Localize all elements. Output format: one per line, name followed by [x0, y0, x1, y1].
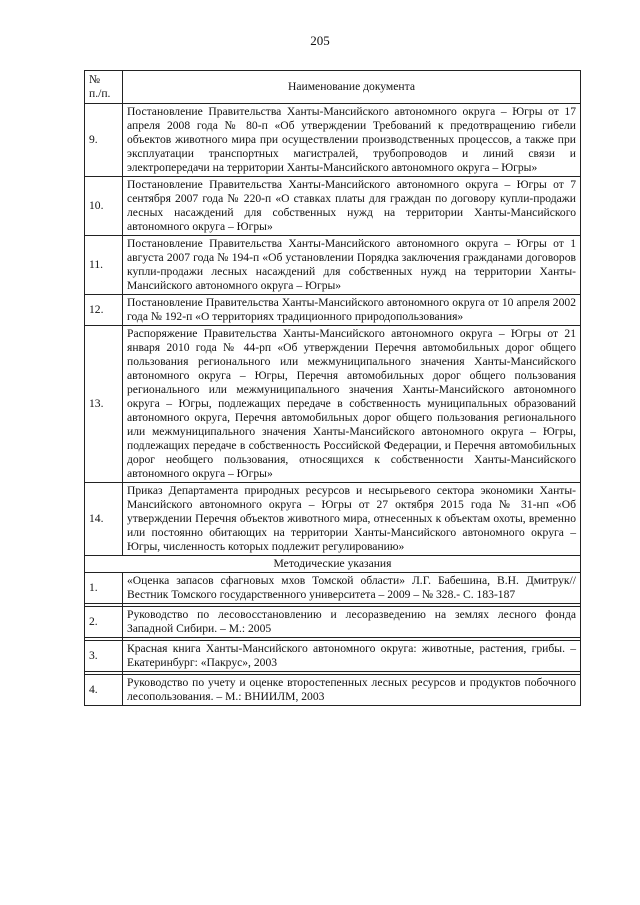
- table-row: [85, 607, 581, 638]
- row-text: Постановление Правительства Ханты-Мансийского автономного округа – Югры от 1 августа 2007 года № 194-п «Об установлении Порядка заключения гражданами договоров купли-продажи лесных насаждений для собственных нужд на территории Ханты-Мансийского автономного округа – Югры»: [123, 236, 581, 295]
- header-name: Наименование документа: [123, 71, 581, 104]
- table-row: [85, 177, 581, 236]
- row-text: Распоряжение Правительства Ханты-Мансийского автономного округа – Югры от 21 января 2010 года № 44-рп «Об утверждении Перечня автомобильных дорог общего пользования регионального или межмуниципального значения Ханты-Мансийского автономного округа – Югры, Перечня автомобильных дорог общего пользования регионального или межмуниципального значения Ханты-Мансийского автономного округа – Югры, подлежащих передаче в собственность муниципальных образований автономного округа, Перечня автомобильных дорог общего пользования регионального или межмуниципального значения Ханты-Мансийского автономного округа – Югры, подлежащих передаче в собственность Российской Федерации, и Перечня автомобильных дорог необщего пользования, относящихся к собственности Ханты-Мансийского автономного округа – Югры»: [123, 326, 581, 483]
- section-row: [85, 556, 581, 573]
- row-number: 14.: [85, 483, 123, 556]
- table-row: [85, 236, 581, 295]
- header-num: № п./п.: [85, 71, 123, 104]
- row-text: Руководство по учету и оценке второстепенных лесных ресурсов и продуктов побочного лесопользования. – М.: ВНИИЛМ, 2003: [123, 675, 581, 706]
- table-row: [85, 573, 581, 604]
- row-number: 2.: [85, 607, 123, 638]
- table-row: [85, 104, 581, 177]
- page-number: 205: [310, 33, 330, 48]
- row-text: Постановление Правительства Ханты-Мансийского автономного округа – Югры от 7 сентября 2007 года № 220-п «О ставках платы для граждан по договору купли-продажи лесных насаждений для собственных нужд на территории Ханты-Мансийского автономного округа – Югры»: [123, 177, 581, 236]
- row-number: 3.: [85, 641, 123, 672]
- row-text: Руководство по лесовосстановлению и лесоразведению на землях лесного фонда Западной Сибири. – М.: 2005: [123, 607, 581, 638]
- row-number: 10.: [85, 177, 123, 236]
- row-number: 9.: [85, 104, 123, 177]
- table-header-row: [85, 71, 581, 104]
- row-text: «Оценка запасов сфагновых мхов Томской области» Л.Г. Бабешина, В.Н. Дмитрук// Вестник Томского государственного университета – 2009 – № 328.- С. 183-187: [123, 573, 581, 604]
- row-text: Красная книга Ханты-Мансийского автономного округа: животные, растения, грибы. – Екатеринбург: «Пакрус», 2003: [123, 641, 581, 672]
- table-row: [85, 483, 581, 556]
- row-text: Приказ Департамента природных ресурсов и несырьевого сектора экономики Ханты-Мансийского автономного округа – Югры от 27 октября 2015 года № 31-нп «Об утверждении Перечня объектов животного мира, отнесенных к объектам охоты, временно или постоянно обитающих на территории Ханты-Мансийского автономного округа – Югры, численность которых подлежит регулированию»: [123, 483, 581, 556]
- row-number: 12.: [85, 295, 123, 326]
- table-row: [85, 326, 581, 483]
- row-text: Постановление Правительства Ханты-Мансийского автономного округа – Югры от 17 апреля 2008 года № 80-п «Об утверждении Требований к предотвращению гибели объектов животного мира при осуществлении производственных процессов, а также при эксплуатации транспортных магистралей, трубопроводов и линий связи и электропередачи на территории Ханты-Мансийского автономного округа – Югры»: [123, 104, 581, 177]
- row-number: 13.: [85, 326, 123, 483]
- table-row: [85, 675, 581, 706]
- table-row: [85, 295, 581, 326]
- documents-table: [84, 70, 581, 706]
- row-text: Постановление Правительства Ханты-Мансийского автономного округа от 10 апреля 2002 года № 192-п «О территориях традиционного природопользования»: [123, 295, 581, 326]
- table-row: [85, 641, 581, 672]
- row-number: 1.: [85, 573, 123, 604]
- row-number: 4.: [85, 675, 123, 706]
- row-number: 11.: [85, 236, 123, 295]
- section-title: Методические указания: [85, 556, 581, 573]
